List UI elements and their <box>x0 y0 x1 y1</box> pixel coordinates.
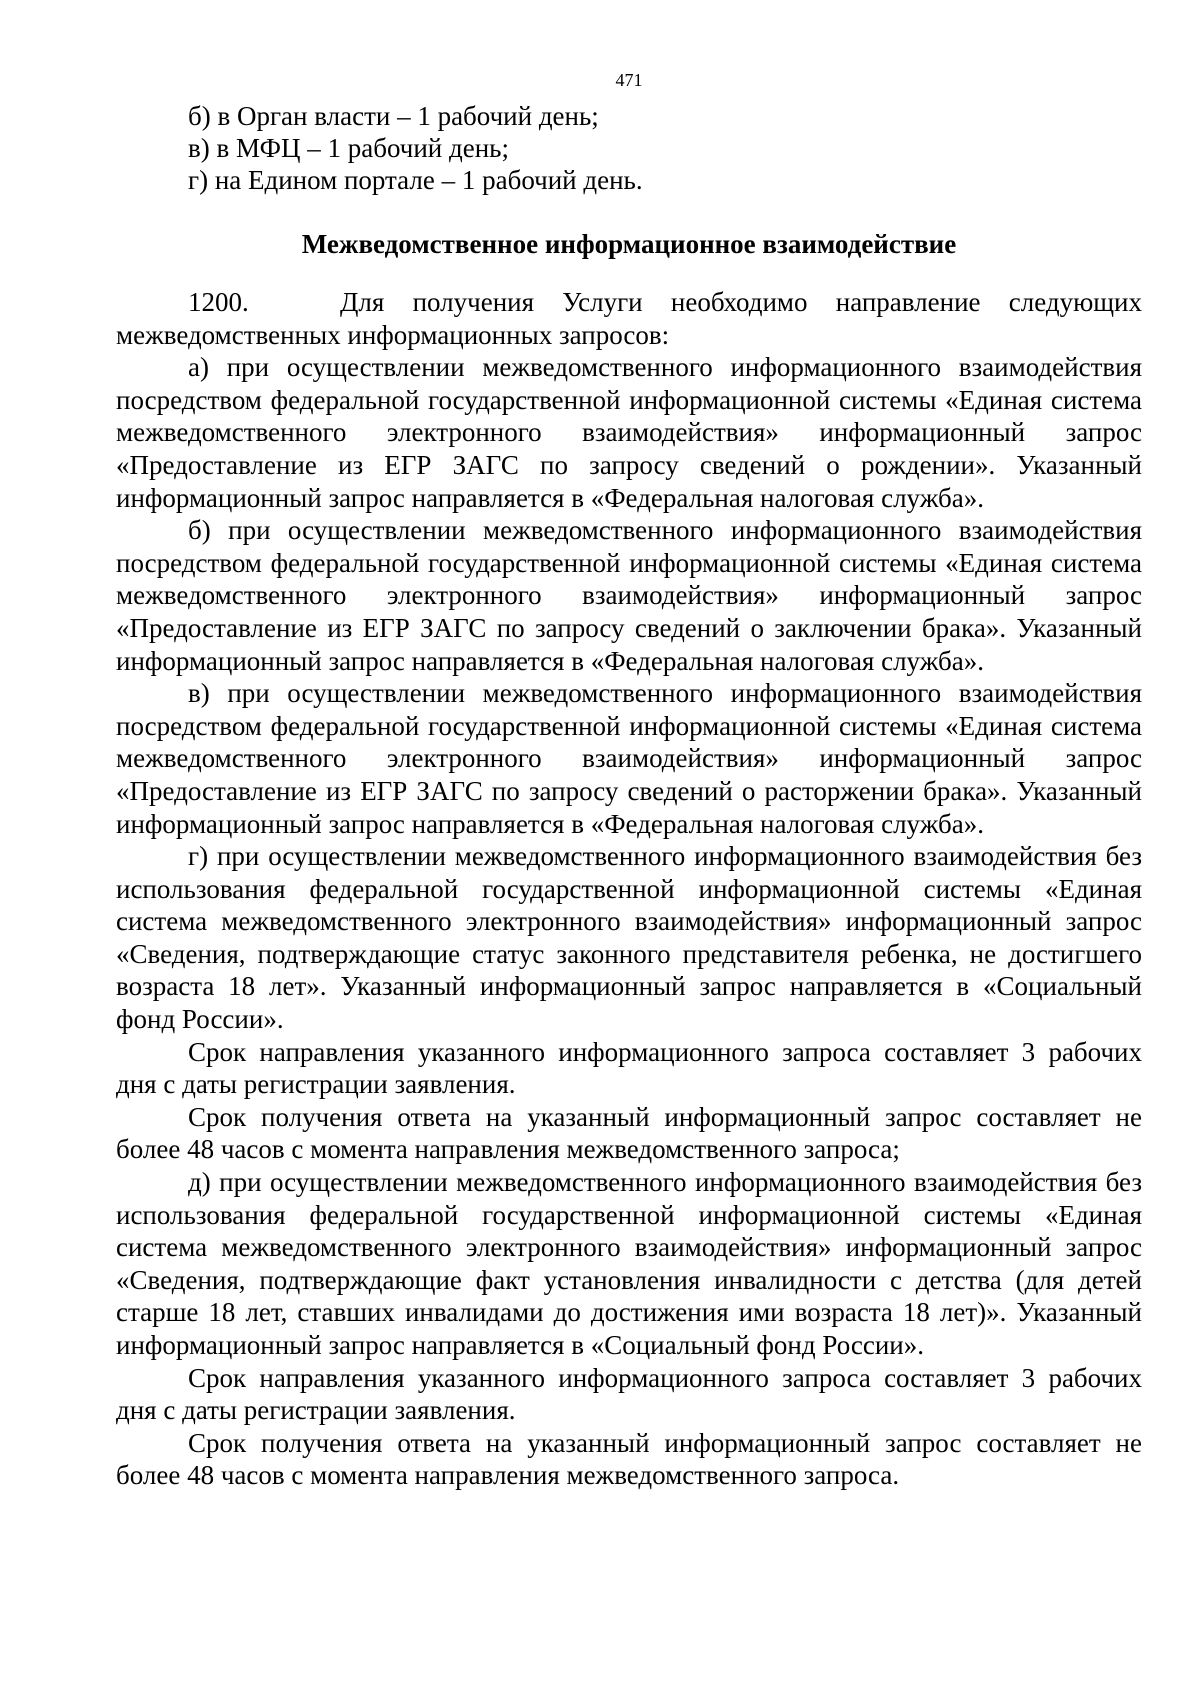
paragraph: г) при осуществлении межведомственного информационного взаимодействия без использования федеральной государственной информационной системы «Единая система межведомственного электронного взаимодействия» информационный запрос «Сведения, подтверждающие статус законного представителя ребенка, не достигшего возраста 18 лет». Указанный информационный запрос направляется в «Социальный фонд России». <box>116 841 1142 1035</box>
deadline-line: г) на Едином портале – 1 рабочий день. <box>188 165 643 195</box>
deadline-list <box>188 100 1142 196</box>
paragraph: Срок получения ответа на указанный информационный запрос составляет не более 48 часов с момента направления межведомственного запроса; <box>116 1101 1142 1165</box>
paragraph: в) при осуществлении межведомственного информационного взаимодействия посредством федеральной государственной информационной системы «Единая система межведомственного электронного взаимодействия» информационный запрос «Предоставление из ЕГР ЗАГС по запросу сведений о расторжении брака». Указанный информационный запрос направляется в «Федеральная налоговая служба». <box>116 678 1142 839</box>
paragraph: Срок направления указанного информационного запроса составляет 3 рабочих дня с даты регистрации заявления. <box>116 1036 1142 1100</box>
item-intro-paragraph <box>116 286 1142 351</box>
paragraph: Срок направления указанного информационного запроса составляет 3 рабочих дня с даты регистрации заявления. <box>116 1362 1142 1426</box>
item-intro-text: Для получения Услуги необходимо направление следующих межведомственных информационных запросов: <box>116 287 1142 350</box>
paragraph: а) при осуществлении межведомственного информационного взаимодействия посредством федеральной государственной информационной системы «Единая система межведомственного электронного взаимодействия» информационный запрос «Предоставление из ЕГР ЗАГС по запросу сведений о рождении». Указанный информационный запрос направляется в «Федеральная налоговая служба». <box>116 352 1142 513</box>
paragraph: б) при осуществлении межведомственного информационного взаимодействия посредством федеральной государственной информационной системы «Единая система межведомственного электронного взаимодействия» информационный запрос «Предоставление из ЕГР ЗАГС по запросу сведений о заключении брака». Указанный информационный запрос направляется в «Федеральная налоговая служба». <box>116 515 1142 676</box>
deadline-line: б) в Орган власти – 1 рабочий день; <box>188 101 599 131</box>
deadline-line: в) в МФЦ – 1 рабочий день; <box>188 133 509 163</box>
paragraph: Срок получения ответа на указанный информационный запрос составляет не более 48 часов с момента направления межведомственного запроса. <box>116 1427 1142 1491</box>
paragraph: д) при осуществлении межведомственного информационного взаимодействия без использования федеральной государственной информационной системы «Единая система межведомственного электронного взаимодействия» информационный запрос «Сведения, подтверждающие факт установления инвалидности с детства (для детей старше 18 лет, ставших инвалидами до достижения ими возраста 18 лет)». Указанный информационный запрос направляется в «Социальный фонд России». <box>116 1167 1142 1360</box>
section-body <box>116 286 1142 1492</box>
item-number: 1200. <box>188 287 249 317</box>
page-number: 471 <box>615 70 643 90</box>
section-heading: Межведомственное информационное взаимодействие <box>301 229 957 259</box>
